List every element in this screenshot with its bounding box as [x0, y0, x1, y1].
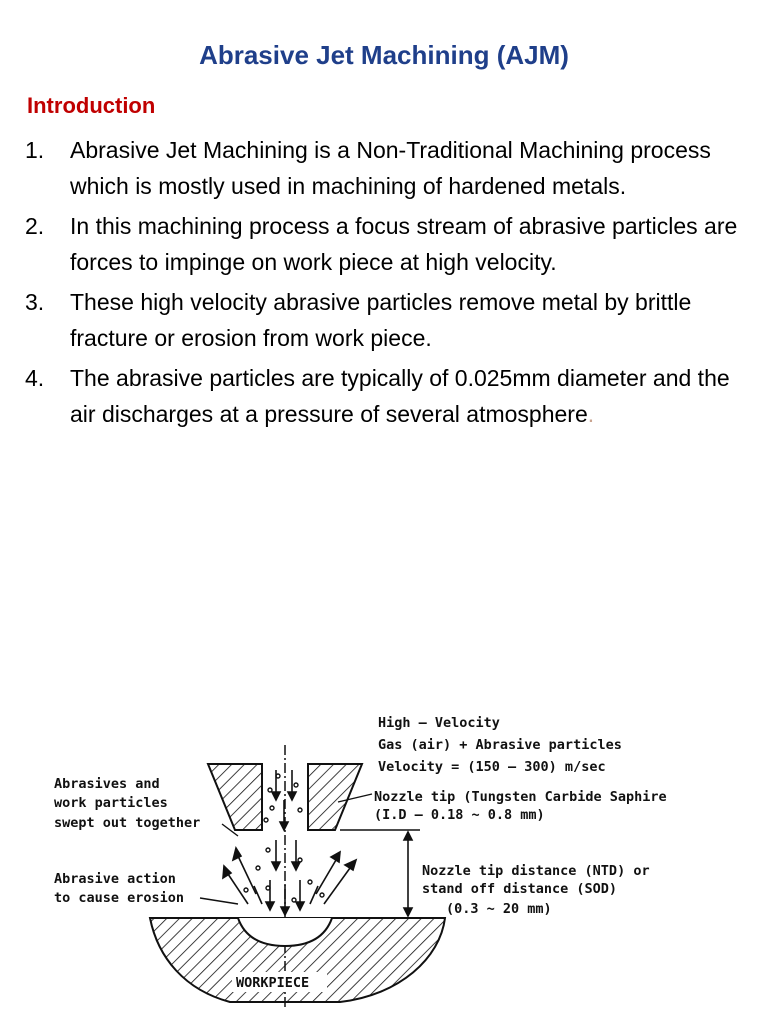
- list-number: 2.: [25, 213, 45, 239]
- list-text: The abrasive particles are typically of 0.025mm diameter and the air discharges at a pressure of several atmosphere: [70, 365, 730, 427]
- nozzle-line2: (I.D – 0.18 ~ 0.8 mm): [374, 807, 545, 823]
- trailing-dot: .: [587, 401, 595, 427]
- action-line2: to cause erosion: [54, 890, 185, 906]
- high-velocity-line2: Gas (air) + Abrasive particles: [378, 737, 622, 753]
- section-heading: Introduction: [27, 93, 156, 118]
- list-item: [25, 360, 745, 432]
- sod-dimension: [340, 830, 420, 916]
- list-item: [25, 132, 745, 204]
- list-text: In this machining process a focus stream of abrasive particles are forces to impinge on work piece at high velocity.: [70, 213, 738, 275]
- list-text: Abrasive Jet Machining is a Non-Traditional Machining process which is mostly used in machining of hardened metals.: [70, 137, 711, 199]
- high-velocity-line1: High – Velocity: [378, 715, 500, 731]
- high-velocity-line3: Velocity = (150 – 300) m/sec: [378, 759, 606, 775]
- ntd-line3: (0.3 ~ 20 mm): [446, 901, 552, 917]
- list-item: [25, 284, 745, 356]
- abrasives-line2: work particles: [54, 795, 168, 811]
- list-text: These high velocity abrasive particles remove metal by brittle fracture or erosion from work piece.: [70, 289, 692, 351]
- ajm-diagram: [0, 690, 768, 1024]
- list-item: [25, 208, 745, 280]
- nozzle-left-wall: [208, 764, 262, 830]
- ntd-line1: Nozzle tip distance (NTD) or: [422, 863, 650, 879]
- list-number: 1.: [25, 137, 45, 163]
- abrasives-line1: Abrasives and: [54, 776, 160, 792]
- workpiece-label: WORKPIECE: [236, 975, 310, 991]
- list-number: 3.: [25, 289, 45, 315]
- nozzle-right-wall: [308, 764, 362, 830]
- action-line1: Abrasive action: [54, 871, 176, 887]
- page-title: Abrasive Jet Machining (AJM): [199, 40, 569, 70]
- action-leader: [200, 898, 238, 904]
- list-number: 4.: [25, 365, 45, 391]
- abrasives-line3: swept out together: [54, 815, 201, 831]
- nozzle-line1: Nozzle tip (Tungsten Carbide Saphire: [374, 789, 667, 805]
- intro-points-list: [25, 132, 745, 436]
- ntd-line2: stand off distance (SOD): [422, 881, 618, 897]
